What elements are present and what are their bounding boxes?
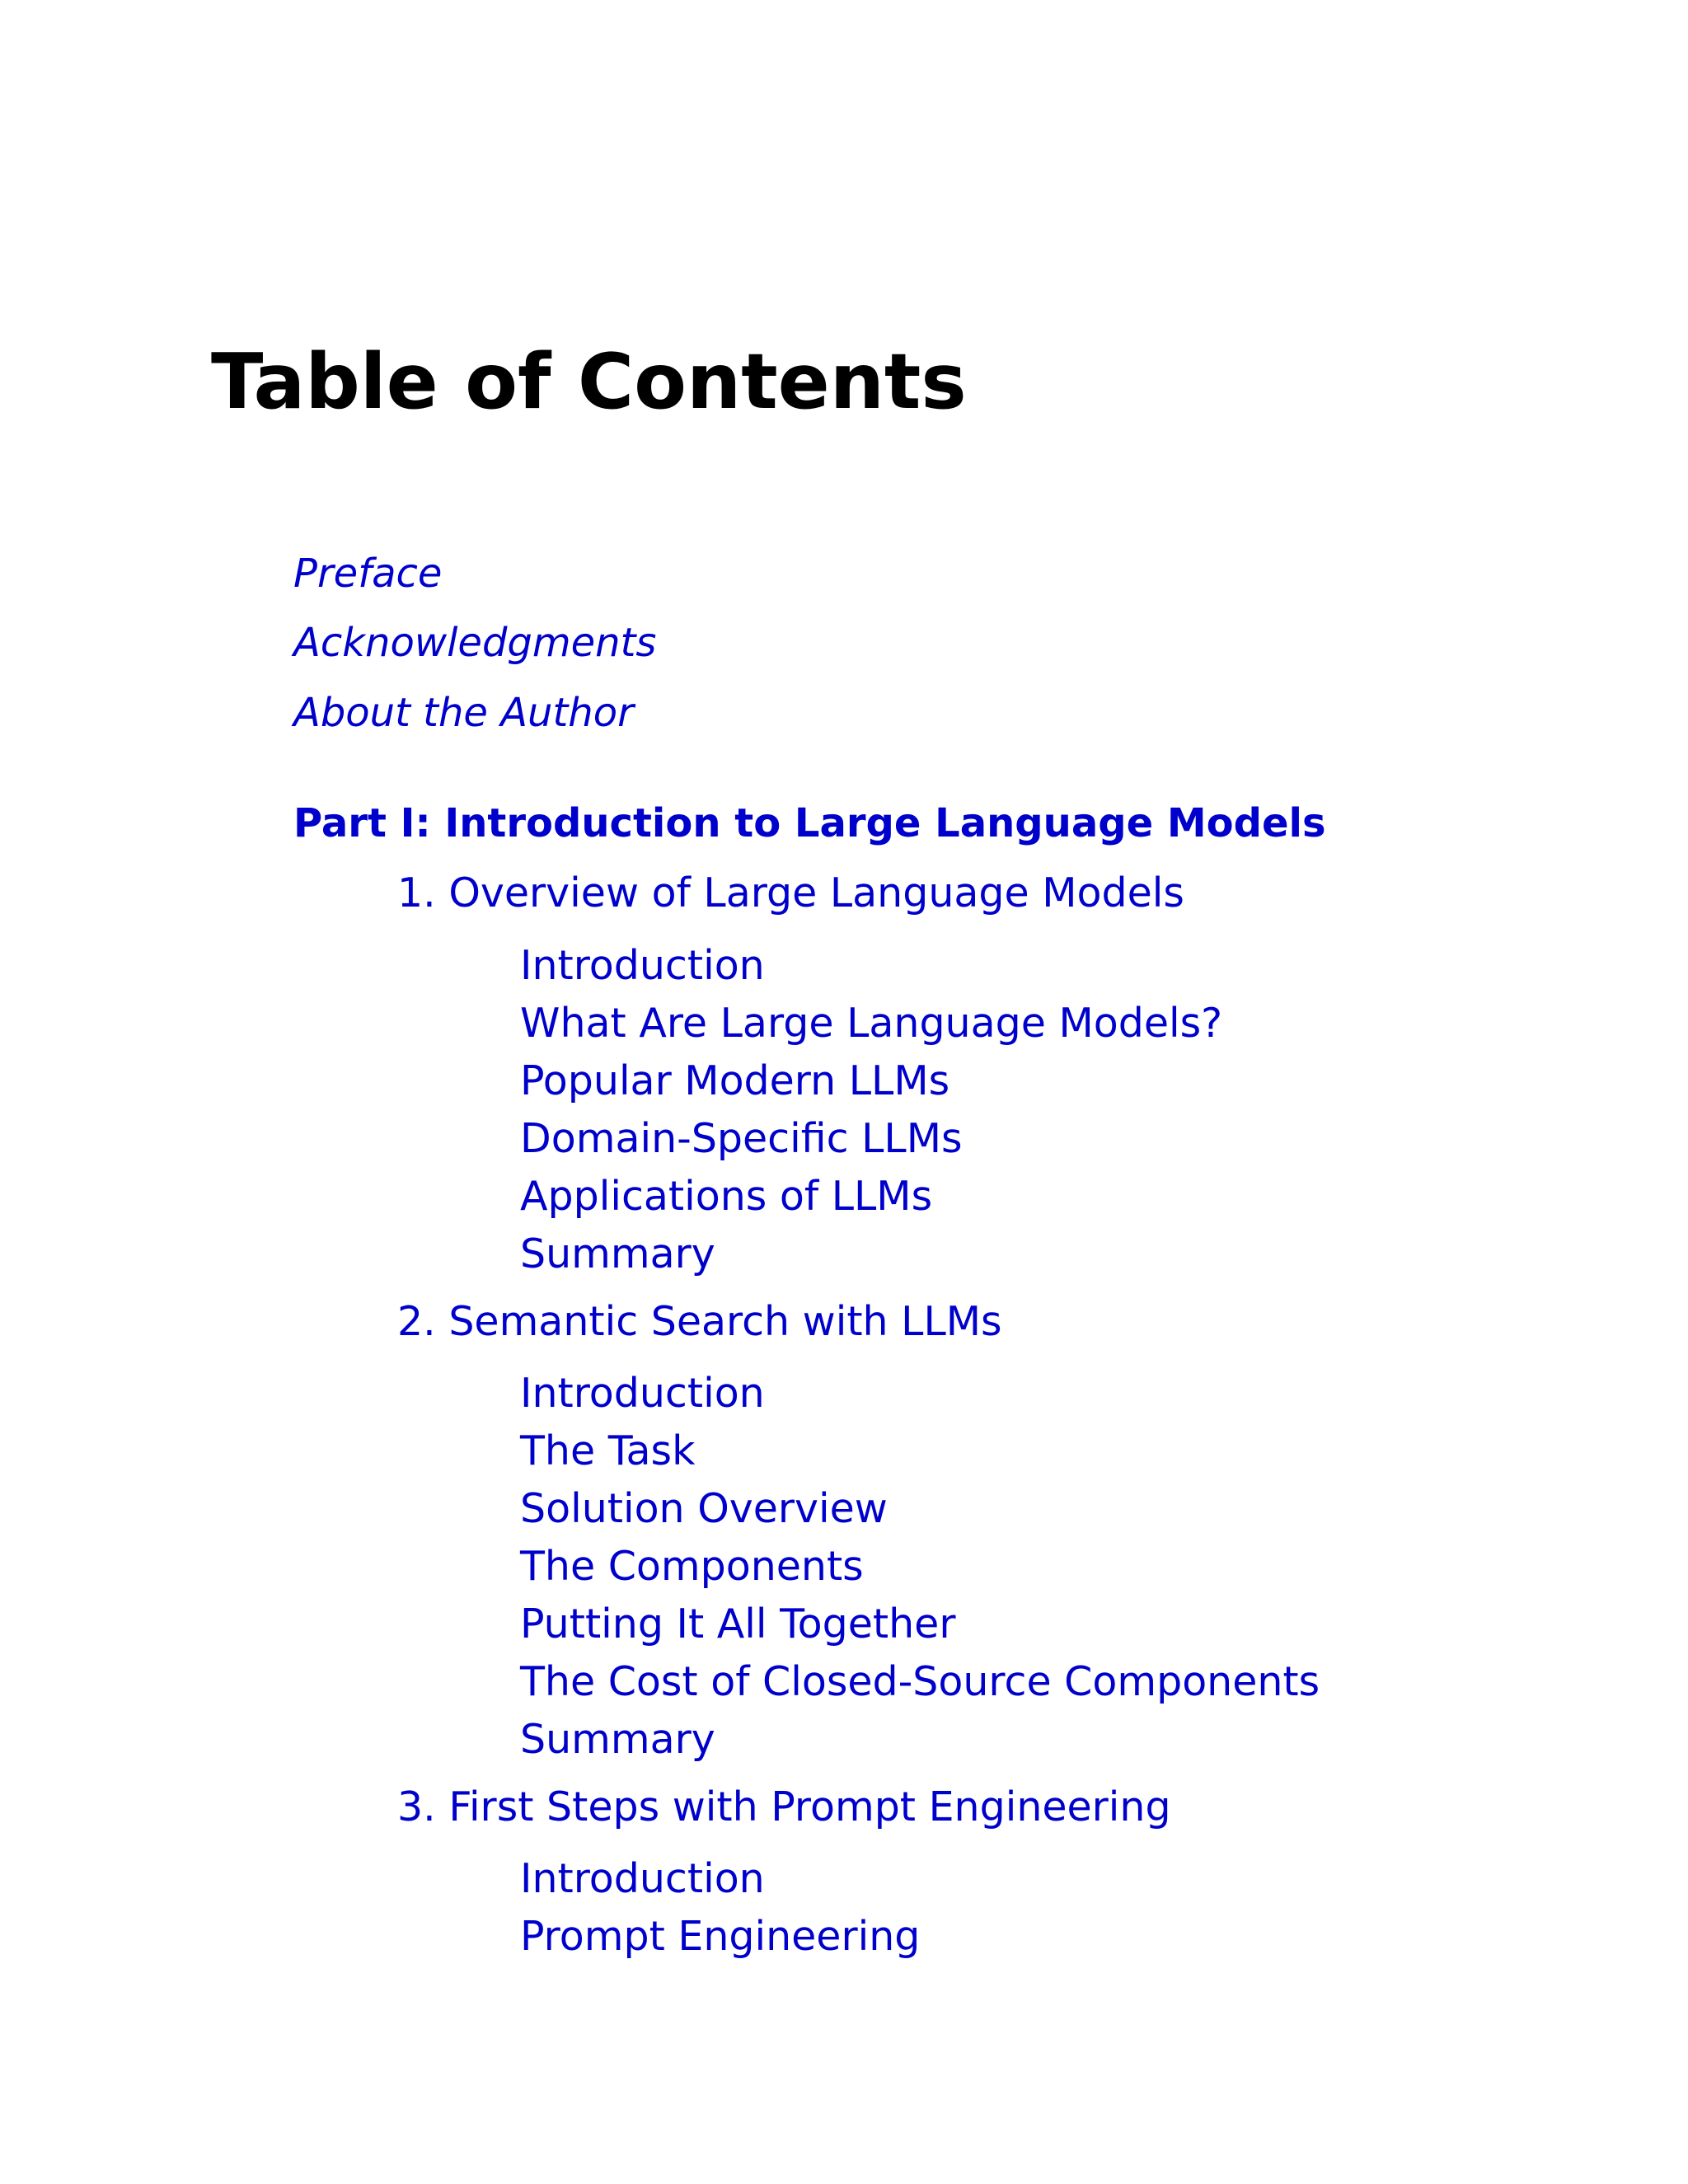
toc-link-ch1-introduction[interactable]: Introduction [520,942,765,989]
toc-link-ch2-the-task[interactable]: The Task [520,1427,696,1474]
toc-link-ch2-putting-together[interactable]: Putting It All Together [520,1601,956,1647]
toc-link-chapter-2[interactable]: 2. Semantic Search with LLMs [397,1298,1002,1345]
toc-link-ch3-introduction[interactable]: Introduction [520,1855,765,1902]
toc-link-preface[interactable]: Preface [293,551,443,597]
toc-link-ch2-introduction[interactable]: Introduction [520,1370,765,1417]
page-title: Table of Contents [211,337,967,426]
toc-link-ch2-solution-overview[interactable]: Solution Overview [520,1485,888,1532]
toc-link-about-author[interactable]: About the Author [293,690,634,736]
toc-link-ch2-cost-closed-source[interactable]: The Cost of Closed-Source Components [520,1658,1320,1705]
toc-link-ch1-summary[interactable]: Summary [520,1230,715,1277]
toc-link-chapter-1[interactable]: 1. Overview of Large Language Models [397,869,1184,916]
toc-link-ch2-components[interactable]: The Components [520,1543,864,1590]
toc-link-acknowledgments[interactable]: Acknowledgments [293,620,657,666]
toc-link-ch1-applications[interactable]: Applications of LLMs [520,1173,933,1220]
toc-link-ch1-domain-specific[interactable]: Domain-Specific LLMs [520,1115,963,1162]
toc-link-ch2-summary[interactable]: Summary [520,1716,715,1763]
toc-link-part-1[interactable]: Part I: Introduction to Large Language Models [293,800,1326,846]
toc-link-ch1-popular-llms[interactable]: Popular Modern LLMs [520,1057,950,1104]
toc-link-ch3-prompt-engineering[interactable]: Prompt Engineering [520,1913,921,1960]
toc-link-chapter-3[interactable]: 3. First Steps with Prompt Engineering [397,1783,1171,1830]
toc-link-ch1-what-are-llms[interactable]: What Are Large Language Models? [520,1000,1223,1047]
